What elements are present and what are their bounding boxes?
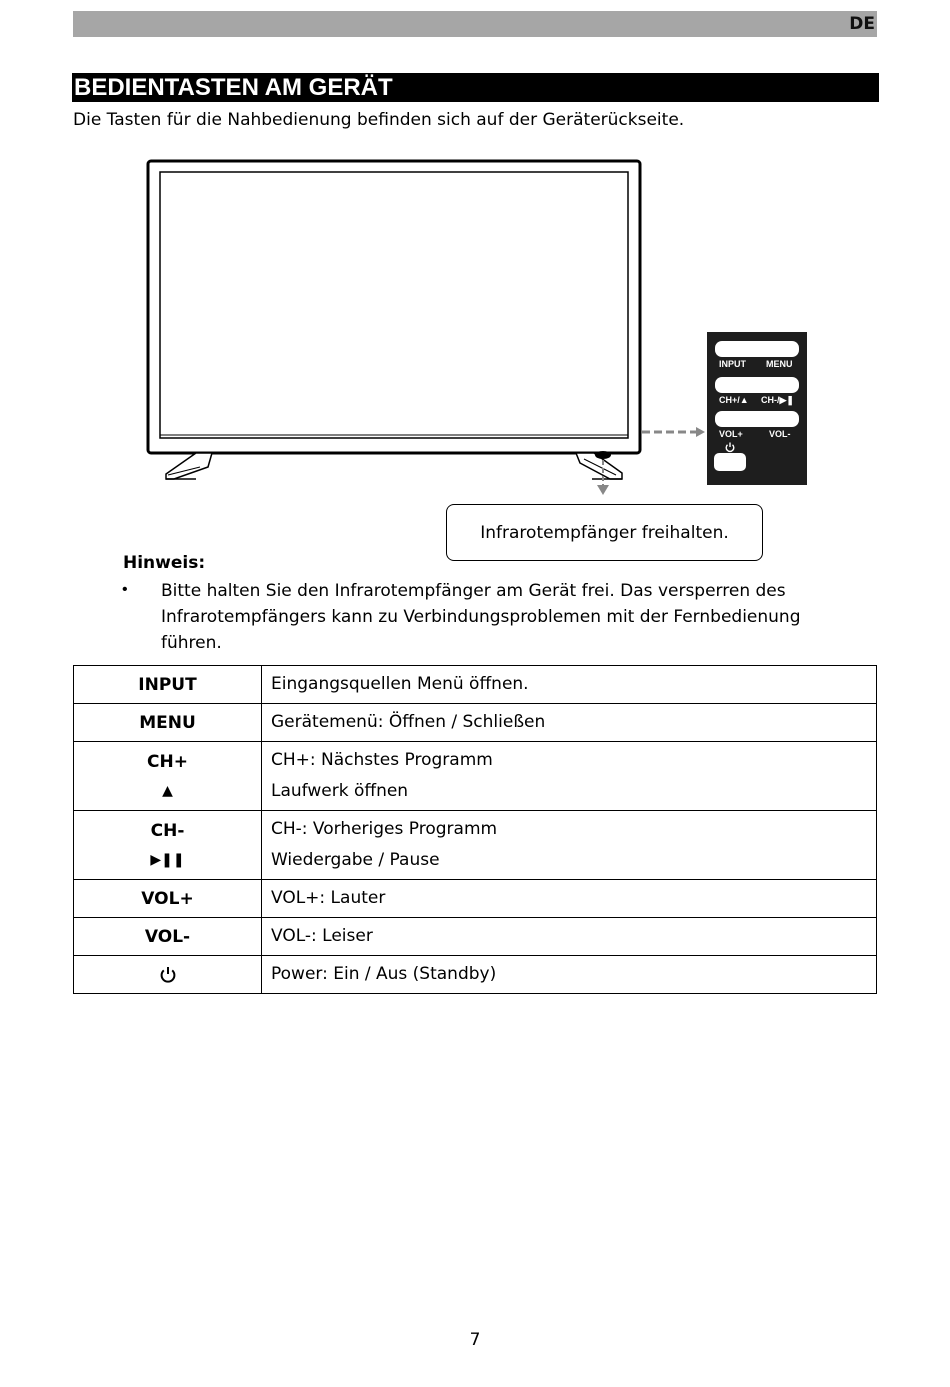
key-cell: MENU — [74, 704, 262, 742]
keys-table — [73, 665, 877, 994]
note-title: Hinweis: — [123, 553, 206, 573]
tv-illustration — [140, 155, 820, 505]
desc-cell: VOL-: Leiser — [262, 918, 877, 956]
eject-icon: ▲ — [162, 783, 173, 799]
panel-label-ch-plus: CH+/▲ — [719, 395, 749, 405]
desc-cell: Gerätemenü: Öffnen / Schließen — [262, 704, 877, 742]
desc-line: CH+: Nächstes Programm — [271, 750, 493, 770]
panel-label-ch-minus: CH-/▶❚ — [761, 395, 794, 405]
language-code: DE — [849, 14, 875, 34]
panel-label-menu: MENU — [766, 359, 793, 369]
desc-cell: Power: Ein / Aus (Standby) — [262, 956, 877, 994]
key-cell: VOL- — [74, 918, 262, 956]
table-row — [74, 666, 877, 704]
ir-arrow — [597, 485, 609, 495]
panel-button-power — [714, 453, 746, 471]
section-title: BEDIENTASTEN AM GERÄT — [72, 73, 879, 102]
table-row — [74, 811, 877, 880]
table-row — [74, 704, 877, 742]
panel-label-vol-minus: VOL- — [769, 429, 791, 439]
play-pause-icon: ▶❚❚ — [150, 852, 185, 868]
note-text: Bitte halten Sie den Infrarotempfänger am Gerät frei. Das versperren des Infrarotempfängers kann zu Verbindungsproblemen mit der Fernbedienung führen. — [161, 581, 801, 653]
desc-cell — [262, 742, 877, 811]
key-label: CH- — [150, 821, 185, 841]
panel-button-ch — [715, 377, 799, 393]
intro-text: Die Tasten für die Nahbedienung befinden sich auf der Geräterückseite. — [73, 110, 685, 130]
table-row — [74, 918, 877, 956]
table-row — [74, 956, 877, 994]
ir-receiver — [595, 451, 611, 459]
key-cell: INPUT — [74, 666, 262, 704]
key-cell: VOL+ — [74, 880, 262, 918]
table-row — [74, 880, 877, 918]
ir-callout-text: Infrarotempfänger freihalten. — [480, 522, 729, 543]
tv-screen — [160, 172, 628, 438]
panel-arrow — [696, 427, 705, 437]
key-cell — [74, 811, 262, 880]
desc-line: Laufwerk öffnen — [271, 781, 409, 801]
table-row — [74, 742, 877, 811]
desc-cell: Eingangsquellen Menü öffnen. — [262, 666, 877, 704]
panel-label-vol-plus: VOL+ — [719, 429, 743, 439]
tv-stand-left — [166, 453, 212, 479]
power-icon — [158, 965, 178, 985]
desc-line: Wiedergabe / Pause — [271, 850, 440, 870]
panel-button-input-menu — [715, 341, 799, 357]
control-panel — [707, 332, 807, 485]
desc-cell — [262, 811, 877, 880]
panel-label-input: INPUT — [719, 359, 746, 369]
ir-callout-box — [446, 504, 763, 561]
desc-line: CH-: Vorheriges Programm — [271, 819, 498, 839]
panel-button-vol — [715, 411, 799, 427]
desc-cell: VOL+: Lauter — [262, 880, 877, 918]
key-cell — [74, 956, 262, 994]
language-bar — [73, 11, 877, 37]
key-label: CH+ — [147, 752, 188, 772]
page-number: 7 — [469, 1330, 481, 1350]
key-cell — [74, 742, 262, 811]
note-bullet: • — [122, 581, 128, 598]
